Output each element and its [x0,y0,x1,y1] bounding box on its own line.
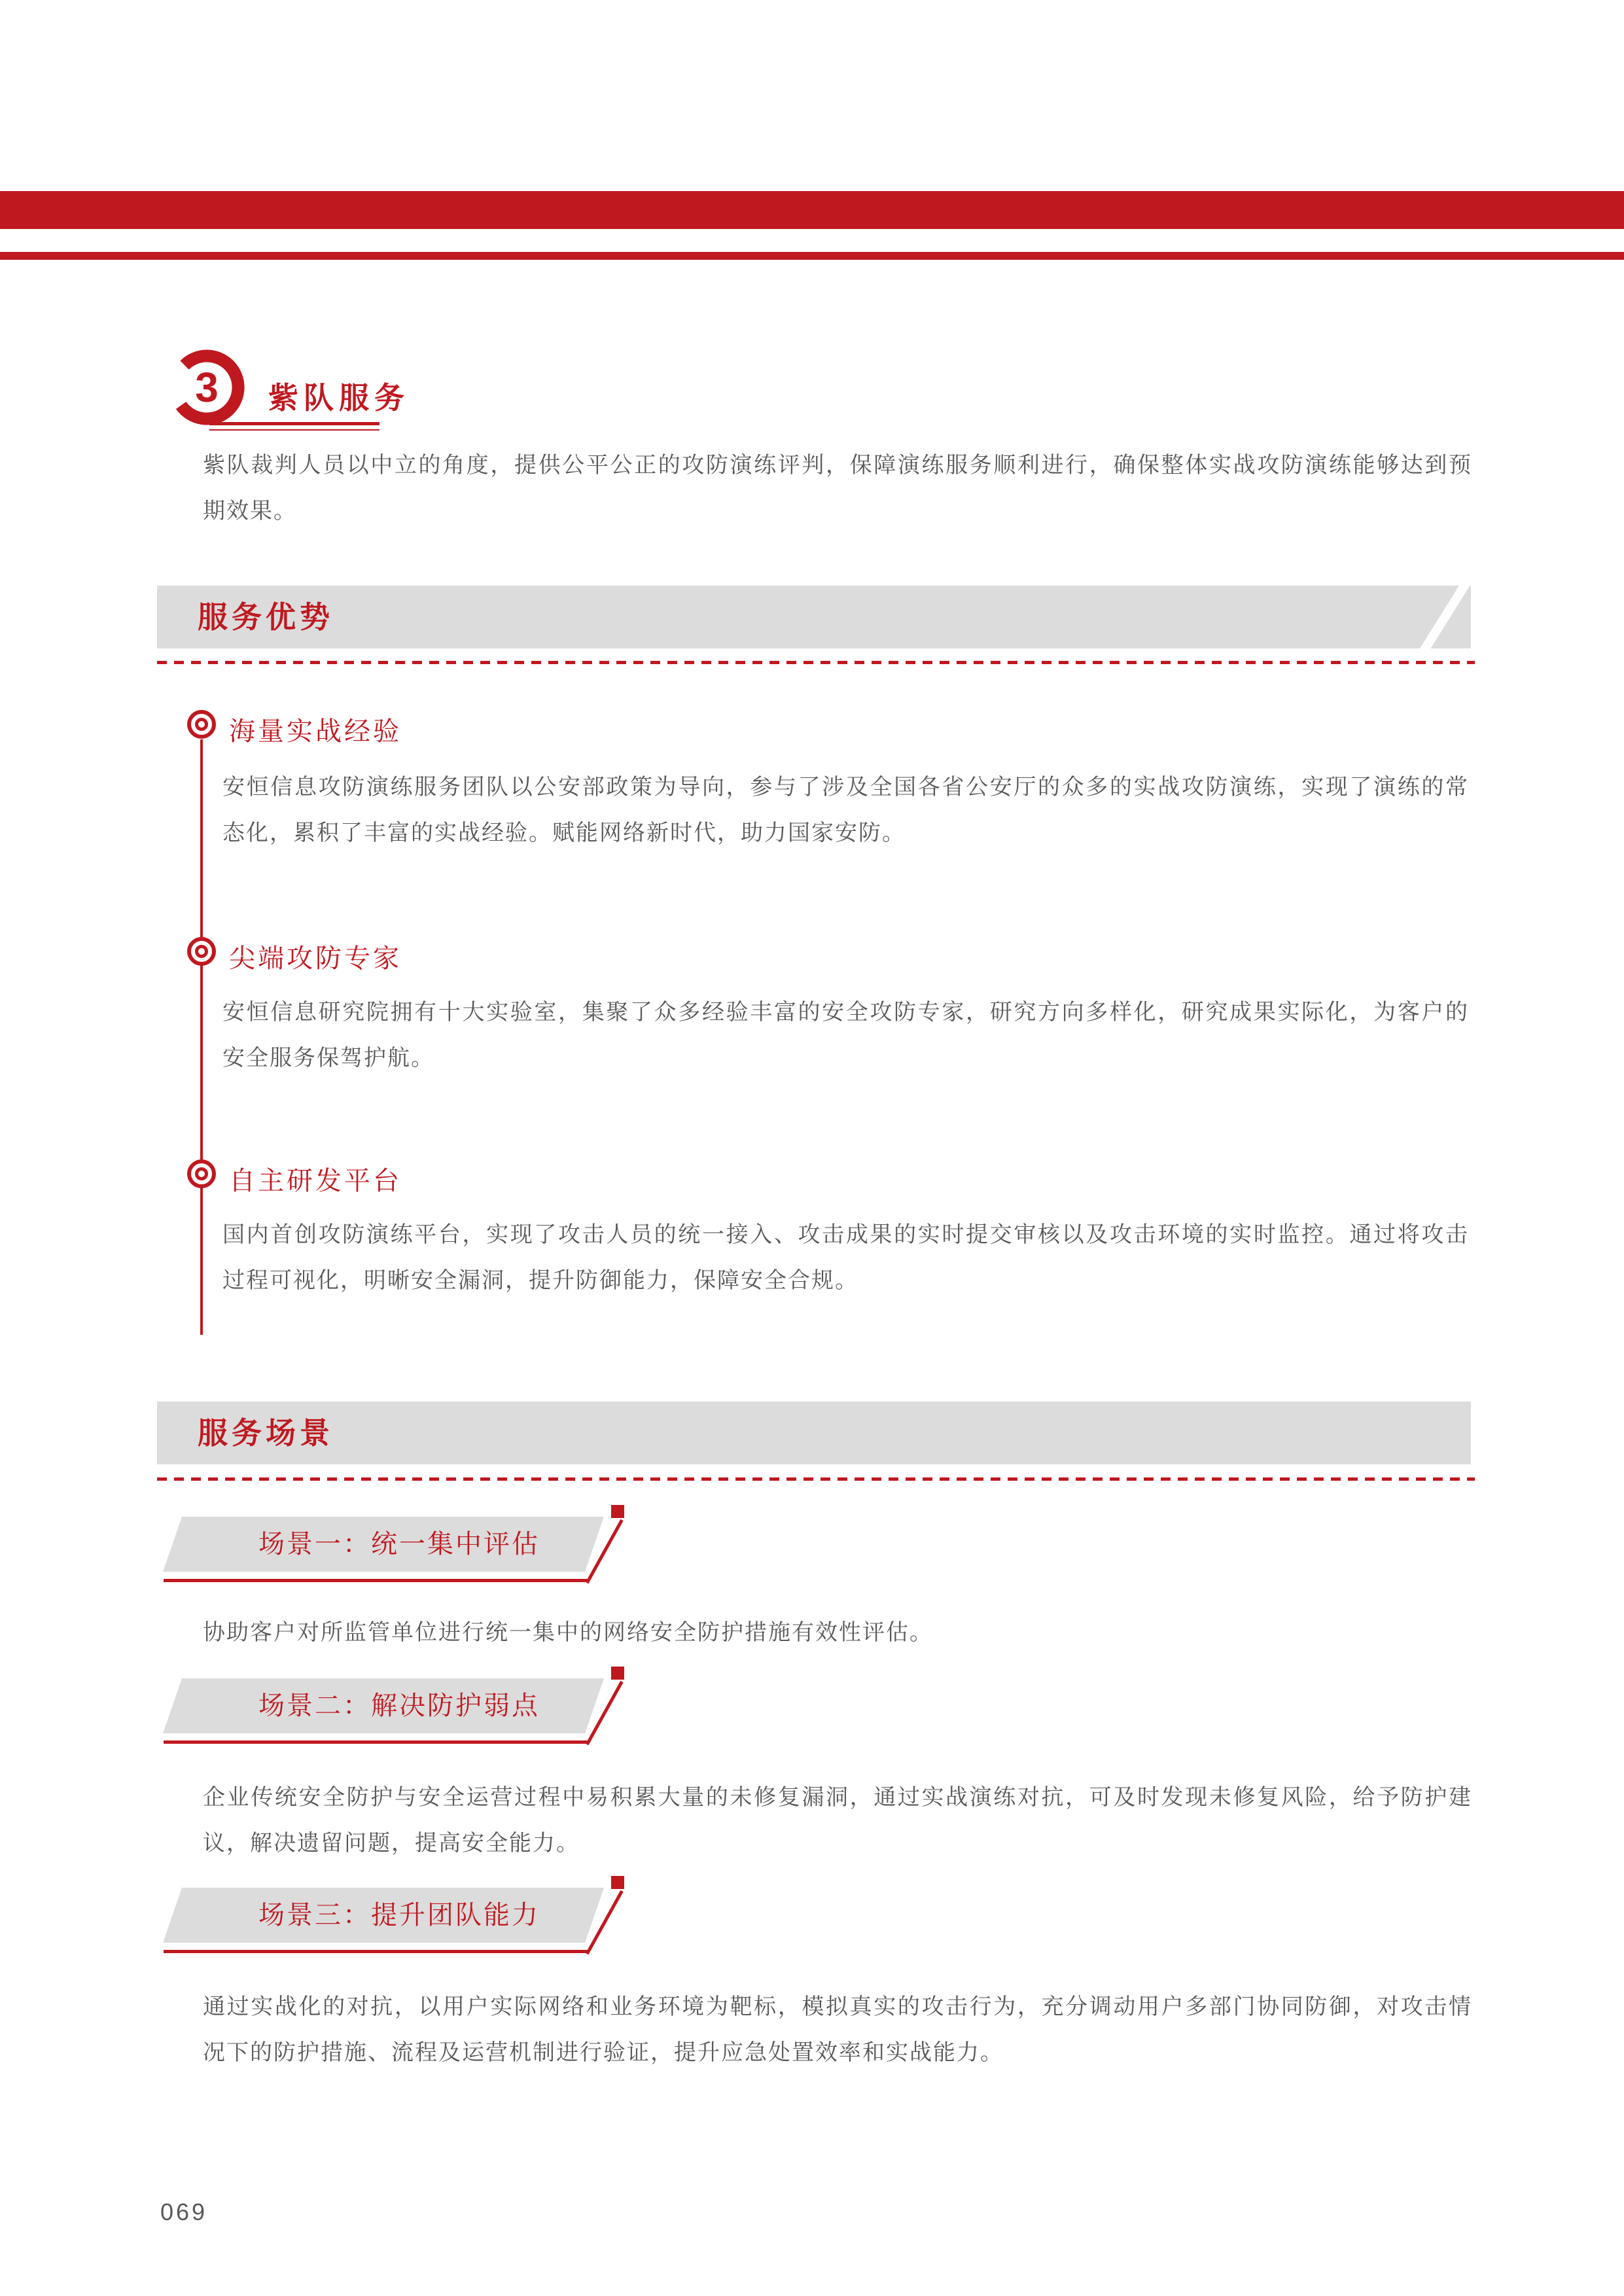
page-title: 紫队服务 [268,381,410,415]
scenario-banner [164,1678,818,1770]
bullet-inner-ring [195,945,208,958]
badge-underline-top [209,422,380,425]
advantages-header-bar [157,586,1471,648]
scenarios-header-bar [157,1402,1471,1464]
advantage-item-title: 尖端攻防专家 [229,944,402,973]
advantage-item-body: 安恒信息研究院拥有十大实验室，集聚了众多经验丰富的安全攻防专家，研究方向多样化，研究成果实际化，为客户的安全服务保驾护航。 [222,1000,1469,1070]
advantages-header-title: 服务优势 [198,600,334,634]
banner-underline [164,1950,588,1953]
advantage-item-title: 自主研发平台 [229,1167,402,1195]
banner-corner-square-icon [611,1505,624,1518]
scenario-banner [164,1888,818,1979]
advantage-item-body: 国内首创攻防演练平台，实现了攻击人员的统一接入、攻击成果的实时提交审核以及攻击环境的实时监控。通过将攻击过程可视化，明晰安全漏洞，提升防御能力，保障安全合规。 [222,1222,1469,1293]
double-circle-bullet-icon [187,710,216,739]
advantage-item-title: 海量实战经验 [229,717,402,746]
bullet-inner-ring [195,718,208,731]
banner-corner-square-icon [611,1667,624,1680]
scenario-body: 协助客户对所监管单位进行统一集中的网络安全防护措施有效性评估。 [203,1620,933,1645]
scenario-title: 场景二：解决防护弱点 [258,1691,540,1720]
scenario-body: 通过实战化的对抗，以用户实际网络和业务环境为靶标，模拟真实的攻击行为，充分调动用户多部门协同防御，对攻击情况下的防护措施、流程及运营机制进行验证，提升应急处置效率和实战能力。 [203,1994,1472,2065]
advantage-item-body: 安恒信息攻防演练服务团队以公安部政策为导向，参与了涉及全国各省公安厅的众多的实战攻防演练，实现了演练的常态化，累积了丰富的实战经验。赋能网络新时代，助力国家安防。 [222,775,1469,845]
top-red-bar-thin [0,252,1624,260]
vertical-connector-line [200,739,203,1335]
bullet-inner-ring [195,1167,208,1180]
scenario-title: 场景一：统一集中评估 [258,1530,540,1559]
double-circle-bullet-icon [187,937,216,966]
scenario-body: 企业传统安全防护与安全运营过程中易积累大量的未修复漏洞，通过实战演练对抗，可及时发现未修复风险，给予防护建议，解决遗留问题，提高安全能力。 [203,1785,1472,1856]
page-number: 069 [160,2199,208,2225]
banner-underline [164,1579,588,1582]
section-intro-text: 紫队裁判人员以中立的角度，提供公平公正的攻防演练评判，保障演练服务顺利进行，确保整体实战攻防演练能够达到预期效果。 [203,453,1472,523]
double-circle-bullet-icon [187,1159,216,1188]
dashed-divider [157,1477,1475,1481]
top-red-bar-thick [0,191,1624,229]
banner-underline [164,1740,588,1744]
scenario-banner [164,1517,818,1608]
scenarios-header-title: 服务场景 [198,1416,334,1450]
scenario-title: 场景三：提升团队能力 [258,1901,540,1930]
section-number: 3 [195,364,219,411]
badge-underline-bottom [209,429,380,431]
slash-decoration-icon [1413,586,1471,648]
dashed-divider [157,661,1475,664]
banner-corner-square-icon [611,1876,624,1889]
